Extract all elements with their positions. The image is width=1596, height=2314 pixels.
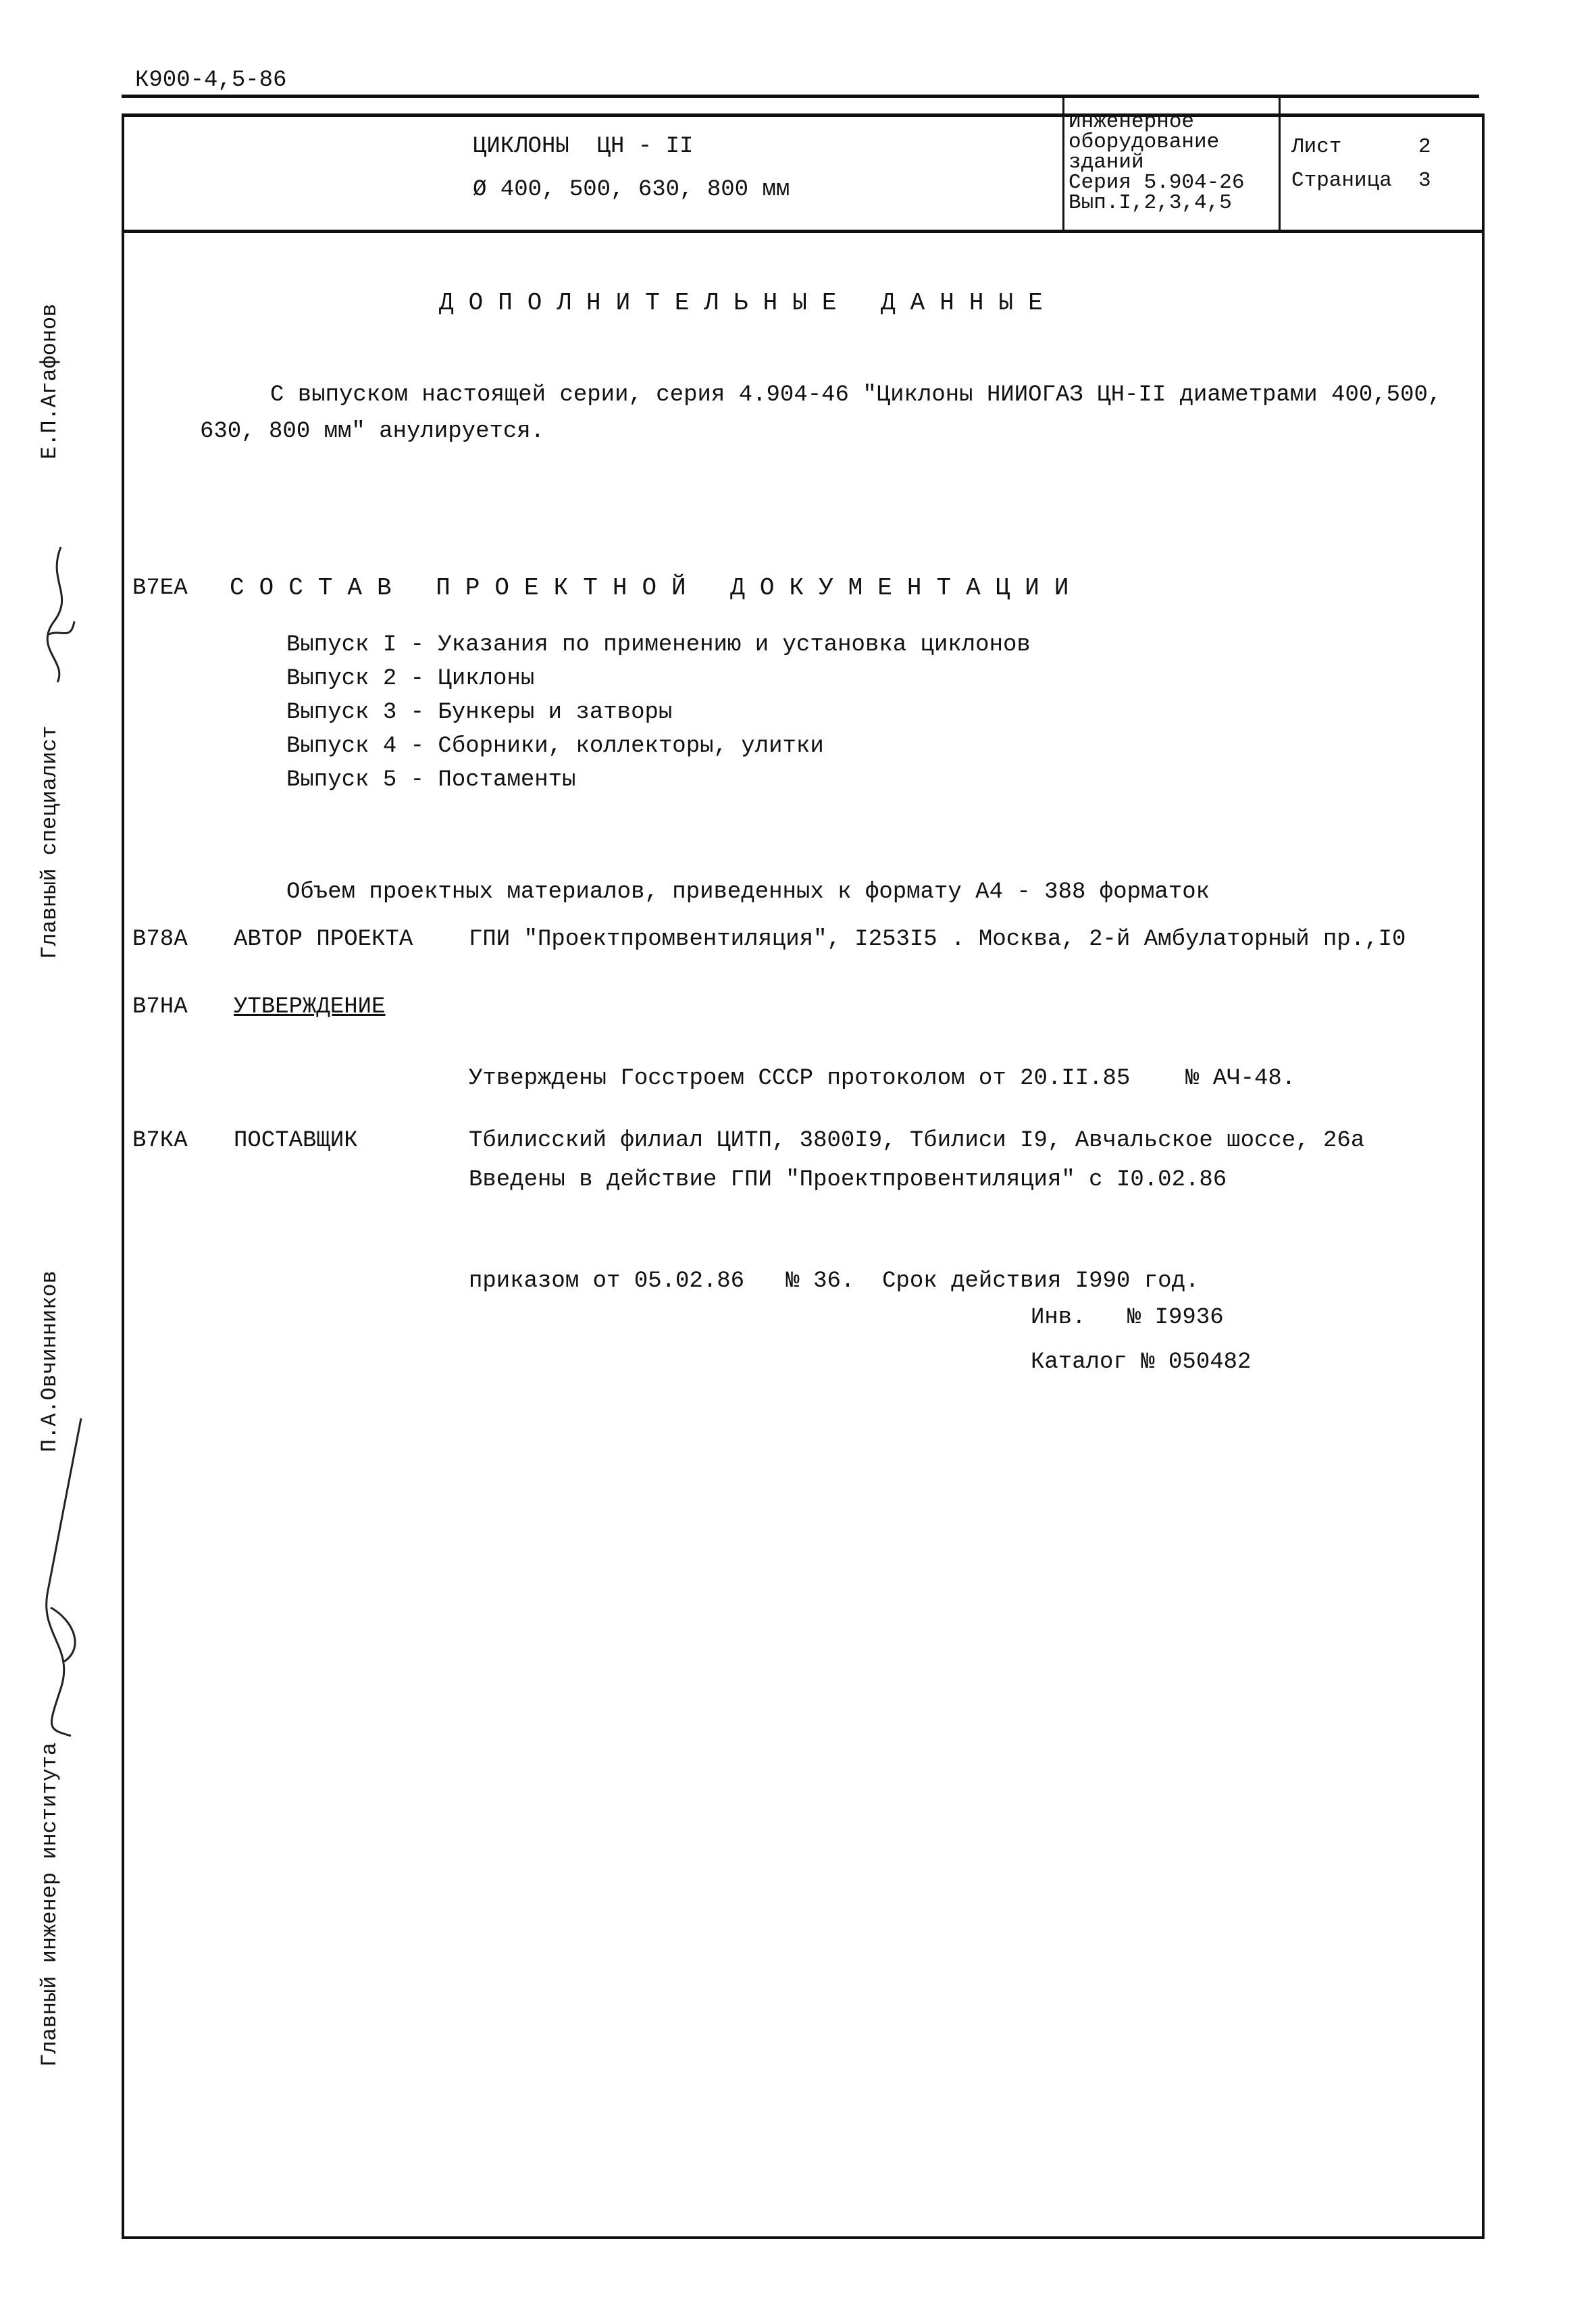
category-line: Инженерное (1069, 110, 1195, 134)
additional-data-title: ДОПОЛНИТЕЛЬНЫЕ ДАННЫЕ (439, 289, 1058, 317)
header-title: ЦИКЛОНЫ ЦН - II (473, 134, 694, 159)
author-label: АВТОР ПРОЕКТА (234, 927, 413, 952)
approval-line: Утверждены Госстроем СССР протоколом от 20.II.85 № АЧ-48. (469, 1066, 1296, 1091)
author-code: В78А (132, 927, 188, 952)
header-subtitle: Ø 400, 500, 630, 800 мм (473, 177, 790, 203)
sheet-value: 2 (1418, 135, 1431, 159)
side-name-2: П.А.Овчинников (37, 1270, 62, 1452)
additional-text-1: С выпуском настоящей серии, серия 4.904-46 "Циклоны НИИОГАЗ ЦН-II диаметрами 400,500, (270, 382, 1442, 408)
header-divider (122, 230, 1485, 233)
sheet-label: Лист (1291, 135, 1342, 159)
inventory-number: Инв. № I9936 (1031, 1305, 1224, 1331)
supplier-code: В7КА (132, 1128, 188, 1154)
issues-list (286, 628, 1031, 797)
side-role-1: Главный специалист (37, 725, 62, 959)
category-line: оборудование (1069, 130, 1220, 154)
additional-text-2: 630, 800 мм" анулируется. (200, 419, 545, 444)
approval-code: В7НА (132, 994, 188, 1020)
approval-line: приказом от 05.02.86 № 36. Срок действия I990 год. (469, 1268, 1200, 1294)
issue-item: Выпуск 2 - Циклоны (286, 666, 535, 692)
category-line: Вып.I,2,3,4,5 (1069, 191, 1232, 215)
supplier-label: ПОСТАВЩИК (234, 1128, 358, 1154)
volume-text: Объем проектных материалов, приведенных к формату А4 - 388 форматок (286, 879, 1210, 905)
side-role-2: Главный инженер института (37, 1742, 62, 2067)
signature-1-icon (41, 540, 81, 689)
composition-title: СОСТАВ ПРОЕКТНОЙ ДОКУМЕНТАЦИИ (230, 574, 1084, 602)
category-line: зданий (1069, 151, 1144, 174)
header-category (1069, 112, 1244, 213)
composition-code: В7ЕА (132, 575, 188, 601)
page-label: Страница (1291, 169, 1392, 192)
approval-line: Введены в действие ГПИ "Проектпровентиляция" с I0.02.86 (469, 1167, 1227, 1193)
approval-label: УТВЕРЖДЕНИЕ (234, 994, 386, 1020)
header-col-divider-2 (1279, 95, 1281, 230)
signature-2-icon (34, 1405, 95, 1743)
issue-item: Выпуск 3 - Бункеры и затворы (286, 700, 673, 725)
header-top-line (122, 95, 1479, 98)
approval-lines (469, 994, 1295, 1332)
page-value: 3 (1418, 169, 1431, 192)
document-code: К900-4,5-86 (135, 68, 287, 93)
supplier-value: Тбилисский филиал ЦИТП, 3800I9, Тбилиси I9, Авчальское шоссе, 26а (469, 1128, 1365, 1154)
catalog-number: Каталог № 050482 (1031, 1349, 1252, 1375)
issue-item: Выпуск I - Указания по применению и установка циклонов (286, 632, 1031, 658)
issue-item: Выпуск 4 - Сборники, коллекторы, улитки (286, 734, 824, 759)
side-name-1: Е.П.Агафонов (37, 303, 62, 459)
header-col-divider-1 (1062, 95, 1064, 230)
author-value: ГПИ "Проектпромвентиляция", I253I5 . Москва, 2-й Амбулаторный пр.,I0 (469, 927, 1406, 952)
category-line: Серия 5.904-26 (1069, 171, 1245, 195)
issue-item: Выпуск 5 - Постаменты (286, 767, 576, 793)
